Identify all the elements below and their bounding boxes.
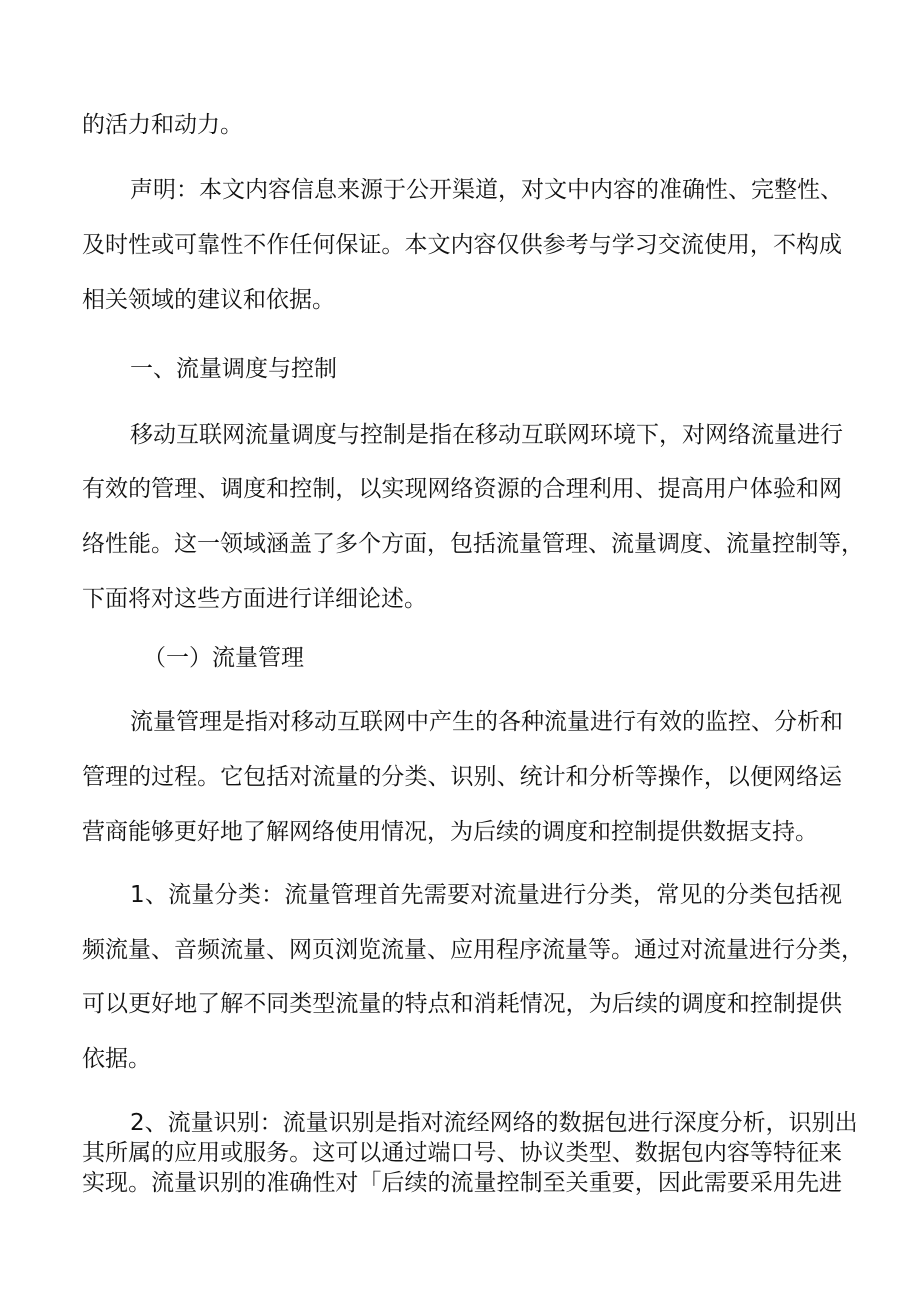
paragraph-line: 有效的管理、调度和控制，以实现网络资源的合理利用、提高用户体验和网 [82,476,842,502]
paragraph-line: 相关领域的建议和依据。 [82,287,335,313]
section-heading: 一、流量调度与控制 [130,356,337,382]
paragraph-line: 营商能够更好地了解网络使用情况，为后续的调度和控制提供数据支持。 [82,819,818,845]
paragraph-line: 其所属的应用或服务。这可以通过端口号、协议类型、数据包内容等特征来 [82,1140,842,1166]
paragraph-line: 及时性或可靠性不作任何保证。本文内容仅供参考与学习交流使用，不构成 [82,232,842,258]
paragraph-line: 1、流量分类：流量管理首先需要对流量进行分类，常见的分类包括视 [130,882,842,908]
paragraph-line: 的活力和动力。 [82,112,243,138]
paragraph-line: 移动互联网流量调度与控制是指在移动互联网环境下，对网络流量进行 [130,422,843,448]
paragraph-line: 2、流量识别：流量识别是指对流经网络的数据包进行深度分析，识别出 [130,1110,858,1136]
paragraph-line: 络性能。这一领域涵盖了多个方面，包括流量管理、流量调度、流量控制等， [82,531,864,557]
paragraph-line: 依据。 [82,1046,151,1072]
paragraph-line: 实现。流量识别的准确性对「后续的流量控制至关重要，因此需要采用先进 [82,1170,842,1196]
paragraph-line: 流量管理是指对移动互联网中产生的各种流量进行有效的监控、分析和 [130,709,843,735]
paragraph-line: 管理的过程。它包括对流量的分类、识别、统计和分析等操作，以便网络运 [82,764,842,790]
paragraph-line: 频流量、音频流量、网页浏览流量、应用程序流量等。通过对流量进行分类， [82,937,864,963]
subsection-heading: （一）流量管理 [143,645,304,671]
paragraph-line: 可以更好地了解不同类型流量的特点和消耗情况，为后续的调度和控制提供 [82,991,842,1017]
paragraph-line: 声明：本文内容信息来源于公开渠道，对文中内容的准确性、完整性、 [130,177,843,203]
paragraph-line: 下面将对这些方面进行详细论述。 [82,586,427,612]
